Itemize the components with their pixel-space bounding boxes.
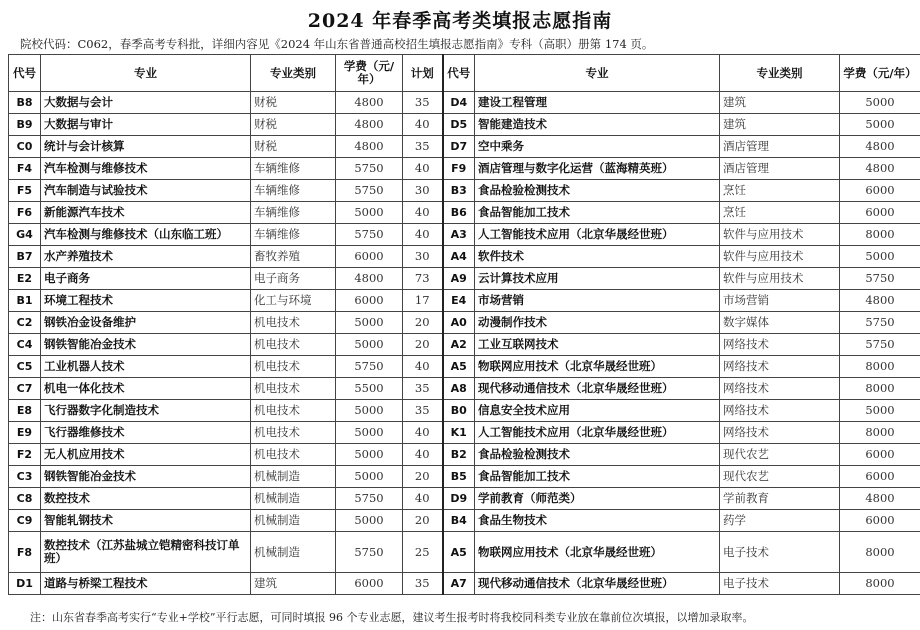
table-row <box>9 488 920 510</box>
header-category-right: 专业类别 <box>720 55 840 92</box>
right-code-cell: A5 <box>443 356 475 378</box>
right-code-cell: A2 <box>443 334 475 356</box>
left-category-cell: 车辆维修 <box>251 158 336 180</box>
right-code-cell: B4 <box>443 510 475 532</box>
left-plan-cell: 40 <box>403 356 443 378</box>
right-fee-cell: 8000 <box>840 378 920 400</box>
right-category-cell: 软件与应用技术 <box>720 224 840 246</box>
left-major-cell: 机电一体化技术 <box>41 378 251 400</box>
left-plan-cell: 35 <box>403 136 443 158</box>
left-code-cell: F8 <box>9 532 41 573</box>
right-major-cell: 人工智能技术应用（北京华晟经世班） <box>475 224 720 246</box>
left-fee-cell: 5000 <box>336 444 403 466</box>
left-fee-cell: 4800 <box>336 114 403 136</box>
right-major-cell: 建设工程管理 <box>475 92 720 114</box>
left-code-cell: C3 <box>9 466 41 488</box>
left-fee-cell: 4800 <box>336 268 403 290</box>
header-category: 专业类别 <box>251 55 336 92</box>
left-fee-cell: 5750 <box>336 180 403 202</box>
right-fee-cell: 5000 <box>840 114 920 136</box>
left-category-cell: 财税 <box>251 92 336 114</box>
left-major-cell: 数控技术（江苏盐城立铠精密科技订单班） <box>41 532 251 573</box>
table-row <box>9 356 920 378</box>
right-code-cell: B2 <box>443 444 475 466</box>
left-code-cell: D1 <box>9 573 41 595</box>
right-fee-cell: 6000 <box>840 180 920 202</box>
right-fee-cell: 5000 <box>840 400 920 422</box>
left-code-cell: E2 <box>9 268 41 290</box>
right-fee-cell: 5750 <box>840 268 920 290</box>
left-plan-cell: 40 <box>403 114 443 136</box>
right-fee-cell: 5750 <box>840 334 920 356</box>
left-plan-cell: 35 <box>403 400 443 422</box>
left-code-cell: F4 <box>9 158 41 180</box>
left-major-cell: 飞行器数字化制造技术 <box>41 400 251 422</box>
left-category-cell: 财税 <box>251 114 336 136</box>
left-code-cell: F5 <box>9 180 41 202</box>
right-category-cell: 学前教育 <box>720 488 840 510</box>
left-code-cell: B1 <box>9 290 41 312</box>
left-plan-cell: 35 <box>403 573 443 595</box>
left-category-cell: 电子商务 <box>251 268 336 290</box>
left-category-cell: 建筑 <box>251 573 336 595</box>
left-category-cell: 机械制造 <box>251 510 336 532</box>
table-row <box>9 334 920 356</box>
table-body <box>9 92 920 595</box>
right-major-cell: 食品智能加工技术 <box>475 202 720 224</box>
right-category-cell: 电子技术 <box>720 573 840 595</box>
table-row <box>9 466 920 488</box>
left-category-cell: 车辆维修 <box>251 224 336 246</box>
header-major-right: 专业 <box>475 55 720 92</box>
right-major-cell: 食品检验检测技术 <box>475 444 720 466</box>
left-major-cell: 道路与桥梁工程技术 <box>41 573 251 595</box>
header-fee-right: 学费（元/年） <box>840 55 920 92</box>
right-category-cell: 酒店管理 <box>720 136 840 158</box>
right-fee-cell: 6000 <box>840 466 920 488</box>
header-plan: 计划 <box>403 55 443 92</box>
right-major-cell: 食品智能加工技术 <box>475 466 720 488</box>
right-fee-cell: 6000 <box>840 444 920 466</box>
left-code-cell: B7 <box>9 246 41 268</box>
right-major-cell: 信息安全技术应用 <box>475 400 720 422</box>
left-fee-cell: 5750 <box>336 356 403 378</box>
left-category-cell: 机械制造 <box>251 466 336 488</box>
left-code-cell: C7 <box>9 378 41 400</box>
left-plan-cell: 40 <box>403 488 443 510</box>
left-major-cell: 大数据与审计 <box>41 114 251 136</box>
right-major-cell: 酒店管理与数字化运营（蓝海精英班） <box>475 158 720 180</box>
right-category-cell: 建筑 <box>720 92 840 114</box>
left-fee-cell: 5000 <box>336 400 403 422</box>
right-code-cell: F9 <box>443 158 475 180</box>
right-code-cell: B0 <box>443 400 475 422</box>
left-fee-cell: 5000 <box>336 202 403 224</box>
left-major-cell: 环境工程技术 <box>41 290 251 312</box>
right-fee-cell: 6000 <box>840 510 920 532</box>
right-major-cell: 食品检验检测技术 <box>475 180 720 202</box>
left-fee-cell: 5000 <box>336 334 403 356</box>
left-plan-cell: 40 <box>403 158 443 180</box>
table-row <box>9 202 920 224</box>
right-code-cell: A5 <box>443 532 475 573</box>
left-fee-cell: 4800 <box>336 136 403 158</box>
right-code-cell: B3 <box>443 180 475 202</box>
left-fee-cell: 4800 <box>336 92 403 114</box>
left-major-cell: 工业机器人技术 <box>41 356 251 378</box>
table-row <box>9 422 920 444</box>
right-category-cell: 电子技术 <box>720 532 840 573</box>
left-fee-cell: 5750 <box>336 158 403 180</box>
left-plan-cell: 40 <box>403 224 443 246</box>
right-code-cell: A7 <box>443 573 475 595</box>
left-code-cell: C0 <box>9 136 41 158</box>
left-major-cell: 智能轧钢技术 <box>41 510 251 532</box>
left-category-cell: 机电技术 <box>251 400 336 422</box>
left-major-cell: 飞行器维修技术 <box>41 422 251 444</box>
table-row <box>9 180 920 202</box>
table-row <box>9 444 920 466</box>
right-category-cell: 烹饪 <box>720 180 840 202</box>
right-code-cell: A3 <box>443 224 475 246</box>
right-code-cell: K1 <box>443 422 475 444</box>
left-plan-cell: 30 <box>403 180 443 202</box>
right-code-cell: D4 <box>443 92 475 114</box>
right-fee-cell: 4800 <box>840 158 920 180</box>
right-category-cell: 烹饪 <box>720 202 840 224</box>
left-code-cell: C5 <box>9 356 41 378</box>
right-major-cell: 市场营销 <box>475 290 720 312</box>
right-fee-cell: 4800 <box>840 290 920 312</box>
left-fee-cell: 5000 <box>336 510 403 532</box>
header-code-right: 代号 <box>443 55 475 92</box>
right-code-cell: A8 <box>443 378 475 400</box>
left-category-cell: 化工与环境 <box>251 290 336 312</box>
page-title: 2024 年春季高考类填报志愿指南 <box>307 10 613 32</box>
left-fee-cell: 5000 <box>336 422 403 444</box>
right-major-cell: 工业互联网技术 <box>475 334 720 356</box>
left-code-cell: E9 <box>9 422 41 444</box>
table-row <box>9 510 920 532</box>
right-major-cell: 学前教育（师范类） <box>475 488 720 510</box>
left-code-cell: C8 <box>9 488 41 510</box>
right-fee-cell: 6000 <box>840 202 920 224</box>
left-major-cell: 汽车检测与维修技术 <box>41 158 251 180</box>
left-code-cell: C4 <box>9 334 41 356</box>
table-row <box>9 246 920 268</box>
right-fee-cell: 5000 <box>840 246 920 268</box>
table-row <box>9 136 920 158</box>
right-code-cell: B5 <box>443 466 475 488</box>
table-row <box>9 532 920 573</box>
table-row <box>9 158 920 180</box>
table-row <box>9 400 920 422</box>
left-category-cell: 财税 <box>251 136 336 158</box>
right-code-cell: A0 <box>443 312 475 334</box>
left-plan-cell: 35 <box>403 92 443 114</box>
left-major-cell: 电子商务 <box>41 268 251 290</box>
left-plan-cell: 40 <box>403 422 443 444</box>
right-code-cell: E4 <box>443 290 475 312</box>
left-plan-cell: 20 <box>403 312 443 334</box>
left-fee-cell: 6000 <box>336 246 403 268</box>
right-category-cell: 网络技术 <box>720 356 840 378</box>
right-fee-cell: 8000 <box>840 356 920 378</box>
right-fee-cell: 5750 <box>840 312 920 334</box>
page-subtitle: 院校代码：C062，春季高考专科批，详细内容见《2024 年山东省普通高校招生填报志愿指南》专科（高职）册第 174 页。 <box>20 37 654 51</box>
left-code-cell: F2 <box>9 444 41 466</box>
left-code-cell: C9 <box>9 510 41 532</box>
right-code-cell: D5 <box>443 114 475 136</box>
left-plan-cell: 20 <box>403 334 443 356</box>
header-fee: 学费（元/年） <box>336 55 403 92</box>
right-major-cell: 空中乘务 <box>475 136 720 158</box>
right-major-cell: 物联网应用技术（北京华晟经世班） <box>475 532 720 573</box>
left-fee-cell: 6000 <box>336 290 403 312</box>
right-fee-cell: 8000 <box>840 224 920 246</box>
right-category-cell: 软件与应用技术 <box>720 246 840 268</box>
left-code-cell: E8 <box>9 400 41 422</box>
right-category-cell: 建筑 <box>720 114 840 136</box>
left-fee-cell: 5750 <box>336 532 403 573</box>
table-row <box>9 268 920 290</box>
header-major: 专业 <box>41 55 251 92</box>
right-fee-cell: 4800 <box>840 136 920 158</box>
table-row <box>9 312 920 334</box>
left-plan-cell: 20 <box>403 466 443 488</box>
table-row <box>9 290 920 312</box>
left-plan-cell: 30 <box>403 246 443 268</box>
right-major-cell: 云计算技术应用 <box>475 268 720 290</box>
left-major-cell: 数控技术 <box>41 488 251 510</box>
table-row <box>9 114 920 136</box>
left-category-cell: 机械制造 <box>251 488 336 510</box>
right-fee-cell: 5000 <box>840 92 920 114</box>
table-row <box>9 378 920 400</box>
left-fee-cell: 5000 <box>336 466 403 488</box>
left-major-cell: 大数据与会计 <box>41 92 251 114</box>
right-category-cell: 网络技术 <box>720 422 840 444</box>
left-major-cell: 钢铁智能冶金技术 <box>41 466 251 488</box>
left-fee-cell: 5750 <box>336 224 403 246</box>
right-category-cell: 软件与应用技术 <box>720 268 840 290</box>
header-code: 代号 <box>9 55 41 92</box>
right-code-cell: B6 <box>443 202 475 224</box>
table-header-row <box>9 55 920 92</box>
right-category-cell: 数字媒体 <box>720 312 840 334</box>
left-code-cell: B8 <box>9 92 41 114</box>
left-category-cell: 车辆维修 <box>251 202 336 224</box>
left-plan-cell: 73 <box>403 268 443 290</box>
left-major-cell: 钢铁智能冶金技术 <box>41 334 251 356</box>
left-code-cell: B9 <box>9 114 41 136</box>
right-fee-cell: 4800 <box>840 488 920 510</box>
table-row <box>9 92 920 114</box>
left-fee-cell: 5500 <box>336 378 403 400</box>
left-plan-cell: 20 <box>403 510 443 532</box>
left-fee-cell: 5750 <box>336 488 403 510</box>
table-row <box>9 224 920 246</box>
left-fee-cell: 5000 <box>336 312 403 334</box>
right-major-cell: 食品生物技术 <box>475 510 720 532</box>
right-category-cell: 网络技术 <box>720 334 840 356</box>
right-category-cell: 市场营销 <box>720 290 840 312</box>
right-category-cell: 酒店管理 <box>720 158 840 180</box>
left-code-cell: G4 <box>9 224 41 246</box>
right-category-cell: 网络技术 <box>720 400 840 422</box>
left-category-cell: 车辆维修 <box>251 180 336 202</box>
left-major-cell: 水产养殖技术 <box>41 246 251 268</box>
majors-table <box>8 54 920 595</box>
right-major-cell: 现代移动通信技术（北京华晟经世班） <box>475 378 720 400</box>
table-row <box>9 573 920 595</box>
right-major-cell: 人工智能技术应用（北京华晟经世班） <box>475 422 720 444</box>
right-major-cell: 物联网应用技术（北京华晟经世班） <box>475 356 720 378</box>
left-category-cell: 机械制造 <box>251 532 336 573</box>
left-major-cell: 钢铁冶金设备维护 <box>41 312 251 334</box>
left-major-cell: 统计与会计核算 <box>41 136 251 158</box>
right-major-cell: 智能建造技术 <box>475 114 720 136</box>
right-fee-cell: 8000 <box>840 532 920 573</box>
left-category-cell: 机电技术 <box>251 444 336 466</box>
right-category-cell: 网络技术 <box>720 378 840 400</box>
left-category-cell: 机电技术 <box>251 312 336 334</box>
left-category-cell: 机电技术 <box>251 422 336 444</box>
footnote: 注：山东省春季高考实行“专业+学校”平行志愿，可同时填报 96 个专业志愿，建议考生报考时将我校同科类专业放在靠前位次填报，以增加录取率。 <box>30 611 754 624</box>
left-major-cell: 新能源汽车技术 <box>41 202 251 224</box>
right-category-cell: 药学 <box>720 510 840 532</box>
right-major-cell: 软件技术 <box>475 246 720 268</box>
left-plan-cell: 17 <box>403 290 443 312</box>
right-code-cell: D7 <box>443 136 475 158</box>
right-category-cell: 现代农艺 <box>720 444 840 466</box>
left-code-cell: F6 <box>9 202 41 224</box>
left-plan-cell: 35 <box>403 378 443 400</box>
left-fee-cell: 6000 <box>336 573 403 595</box>
right-code-cell: A9 <box>443 268 475 290</box>
right-code-cell: A4 <box>443 246 475 268</box>
left-major-cell: 汽车制造与试验技术 <box>41 180 251 202</box>
right-fee-cell: 8000 <box>840 573 920 595</box>
left-category-cell: 机电技术 <box>251 356 336 378</box>
left-category-cell: 畜牧养殖 <box>251 246 336 268</box>
right-code-cell: D9 <box>443 488 475 510</box>
right-fee-cell: 8000 <box>840 422 920 444</box>
left-plan-cell: 40 <box>403 444 443 466</box>
right-major-cell: 动漫制作技术 <box>475 312 720 334</box>
left-category-cell: 机电技术 <box>251 378 336 400</box>
left-code-cell: C2 <box>9 312 41 334</box>
right-category-cell: 现代农艺 <box>720 466 840 488</box>
left-category-cell: 机电技术 <box>251 334 336 356</box>
left-major-cell: 汽车检测与维修技术（山东临工班） <box>41 224 251 246</box>
left-plan-cell: 40 <box>403 202 443 224</box>
left-plan-cell: 25 <box>403 532 443 573</box>
right-major-cell: 现代移动通信技术（北京华晟经世班） <box>475 573 720 595</box>
left-major-cell: 无人机应用技术 <box>41 444 251 466</box>
